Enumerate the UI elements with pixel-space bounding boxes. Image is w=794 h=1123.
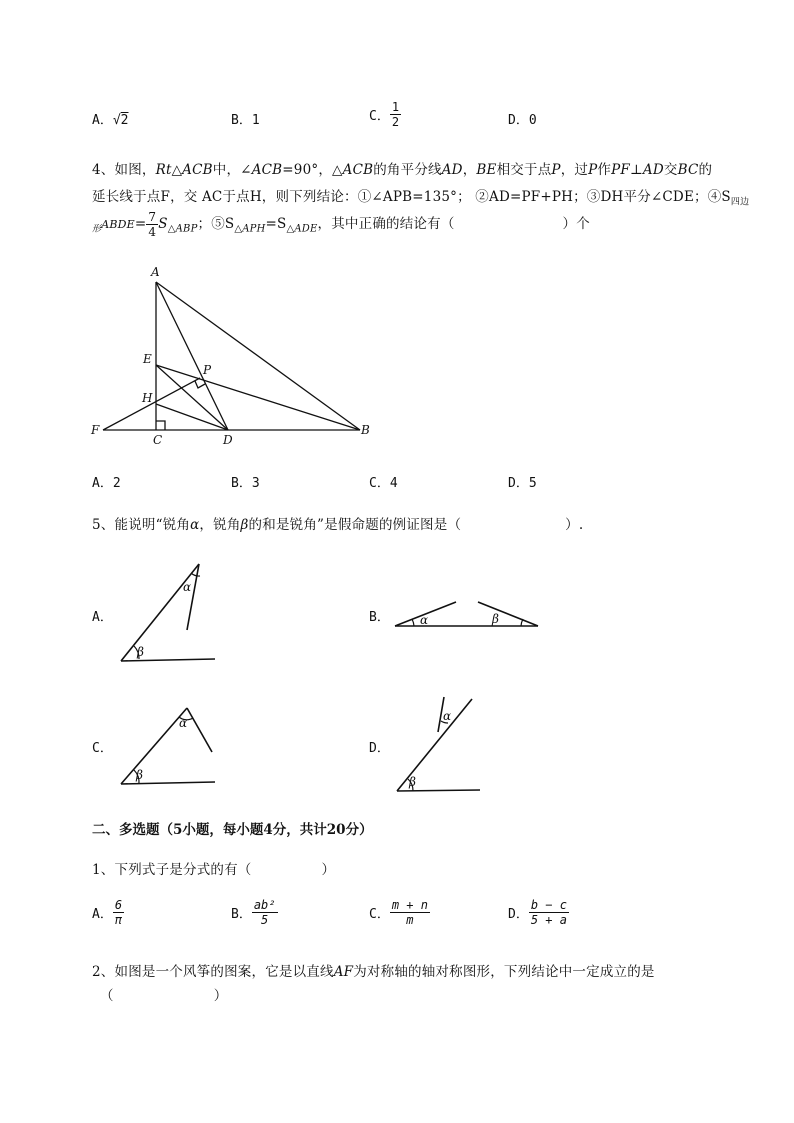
text: α xyxy=(190,517,200,533)
text: ABDE xyxy=(101,218,135,231)
q4-option-b xyxy=(231,472,260,491)
text: AF xyxy=(333,964,354,980)
m2-line2 xyxy=(100,984,227,1004)
text: ACB xyxy=(342,162,374,178)
q4-option-a xyxy=(92,472,121,491)
label-P: P xyxy=(203,363,212,377)
text: 中，∠ xyxy=(212,162,252,178)
subscript: △ABP xyxy=(167,223,198,235)
q5-figure-a xyxy=(115,558,225,670)
q5-option-d-label: D． xyxy=(369,741,390,756)
q4-line1 xyxy=(92,158,712,178)
q4-triangle-figure xyxy=(85,262,375,447)
text: 延长线于点F，交 AC于点H，则下列结论：①∠APB=135°； ②AD=PF+PH；③DH平分∠CDE；④S xyxy=(92,189,731,205)
fraction-numerator: b − c xyxy=(530,898,567,912)
fraction-numerator: 6 xyxy=(114,898,123,912)
fraction-denominator: π xyxy=(114,913,123,927)
text: Rt△ACB xyxy=(155,162,213,178)
text: PF xyxy=(611,162,630,178)
text: AD xyxy=(441,162,463,178)
alpha-label: α xyxy=(420,613,429,627)
text: β xyxy=(240,517,249,533)
segment-EB xyxy=(156,365,360,430)
m1-option-d xyxy=(508,898,569,927)
q5-figure-b xyxy=(390,595,545,635)
label-C: C xyxy=(153,433,163,447)
text: 4、如图， xyxy=(92,162,156,178)
option-label: A． xyxy=(92,113,113,128)
option-label: D． xyxy=(508,907,529,922)
subscript: △APH xyxy=(234,223,266,235)
m1-stem xyxy=(92,858,335,878)
fraction xyxy=(390,100,401,129)
prev-option-c xyxy=(369,100,401,129)
option-label: D． xyxy=(508,113,529,128)
text: ⊥ xyxy=(629,162,643,178)
option-value: 0 xyxy=(528,113,537,128)
option-label: C． xyxy=(369,476,390,491)
alpha-label: α xyxy=(443,709,452,723)
alpha-label: α xyxy=(183,580,192,594)
m1-option-c xyxy=(369,898,430,927)
text: ，锐角 xyxy=(199,517,241,533)
text: ，其中正确的结论有（ xyxy=(317,216,455,232)
text: ，过 xyxy=(560,162,589,178)
beta-label: β xyxy=(492,612,499,626)
m1-option-b xyxy=(231,898,278,927)
text: ；⑤S xyxy=(197,216,235,232)
text: ）. xyxy=(565,517,584,533)
text: （ xyxy=(100,988,114,1004)
fraction-denominator: 2 xyxy=(391,115,400,129)
text: =S xyxy=(265,216,287,232)
subscript: 形 xyxy=(92,224,102,235)
text: BC xyxy=(677,162,699,178)
text: P xyxy=(588,162,598,178)
section-title: 二、多选题（5小题，每小题4分，共计20分） xyxy=(92,822,373,838)
text: 交 xyxy=(663,162,678,178)
m2-line1 xyxy=(92,960,655,980)
q5-option-c-label: C． xyxy=(92,741,113,756)
text: 1、下列式子是分式的有（ xyxy=(92,862,252,878)
option-label: A． xyxy=(92,476,113,491)
option-label: C． xyxy=(369,109,390,124)
text: ， xyxy=(462,162,477,178)
subscript: △ADE xyxy=(286,223,318,235)
beta-label: β xyxy=(409,775,416,789)
label-D: D xyxy=(223,433,233,447)
label-B: B xyxy=(361,423,370,437)
text: = xyxy=(134,216,147,232)
q4-option-d xyxy=(508,472,537,491)
fraction-numerator: 7 xyxy=(148,210,157,224)
text: 作 xyxy=(597,162,612,178)
option-value: 3 xyxy=(251,476,260,491)
text: 的 xyxy=(698,162,713,178)
prev-option-a xyxy=(92,109,128,128)
text: =90°，△ xyxy=(282,162,343,178)
option-value: 1 xyxy=(251,113,260,128)
text: 的角平分线 xyxy=(373,162,442,178)
prev-option-d xyxy=(508,109,537,128)
fraction-numerator: 1 xyxy=(391,100,400,114)
text: 2、如图是一个风筝的图案，它是以直线 xyxy=(92,964,334,980)
label-F: F xyxy=(91,423,100,437)
segment-AB xyxy=(156,282,360,430)
fraction xyxy=(113,898,124,927)
m1-option-a xyxy=(92,898,124,927)
option-value: 2 xyxy=(120,113,129,128)
text: ACB xyxy=(251,162,283,178)
fraction-denominator: 4 xyxy=(148,225,157,239)
option-label: A． xyxy=(92,907,113,922)
option-label: D． xyxy=(508,476,529,491)
option-label: B． xyxy=(231,476,252,491)
text: 为对称轴的轴对称图形，下列结论中一定成立的是 xyxy=(353,964,655,980)
fraction xyxy=(146,210,158,239)
fraction xyxy=(529,898,569,927)
prev-option-b xyxy=(231,109,260,128)
q4-line2 xyxy=(92,185,749,208)
option-label: C． xyxy=(369,907,390,922)
text: ） xyxy=(213,988,228,1004)
fraction-denominator: m xyxy=(406,913,414,927)
text: P xyxy=(551,162,561,178)
text: S xyxy=(158,216,168,232)
q5-option-b-label: B． xyxy=(369,610,390,625)
fraction xyxy=(252,898,278,927)
option-value: 4 xyxy=(389,476,398,491)
subscript: 四边 xyxy=(730,197,750,208)
q5-option-a-label: A． xyxy=(92,610,113,625)
segment-ED xyxy=(156,365,228,430)
alpha-label: α xyxy=(179,716,188,730)
fraction-denominator: 5 xyxy=(261,913,269,927)
q4-line3 xyxy=(92,210,590,239)
q5-figure-d xyxy=(392,695,497,800)
right-angle-C xyxy=(156,421,165,430)
fraction-denominator: 5 + a xyxy=(530,913,567,927)
q5-figure-c xyxy=(115,700,225,792)
sqrt-icon: √ xyxy=(112,113,121,128)
label-H: H xyxy=(142,391,153,405)
right-angle-P xyxy=(195,381,205,388)
option-label: B． xyxy=(231,113,252,128)
text: BE xyxy=(476,162,497,178)
text: ） xyxy=(321,862,336,878)
fraction xyxy=(390,898,430,927)
text: ）个 xyxy=(562,216,590,232)
text: 相交于点 xyxy=(496,162,552,178)
text: 5、能说明“锐角 xyxy=(92,517,191,533)
option-value: 2 xyxy=(112,476,121,491)
label-A: A xyxy=(151,265,160,279)
beta-label: β xyxy=(137,645,144,659)
option-label: B． xyxy=(231,907,252,922)
beta-label: β xyxy=(136,768,143,782)
q4-option-c xyxy=(369,472,398,491)
label-E: E xyxy=(143,352,152,366)
text: AD xyxy=(642,162,664,178)
q5-stem xyxy=(92,513,583,533)
option-value: 5 xyxy=(528,476,537,491)
text: 的和是锐角”是假命题的例证图是（ xyxy=(248,517,462,533)
fraction-numerator: ab² xyxy=(253,898,276,912)
fraction-numerator: m + n xyxy=(391,898,428,912)
